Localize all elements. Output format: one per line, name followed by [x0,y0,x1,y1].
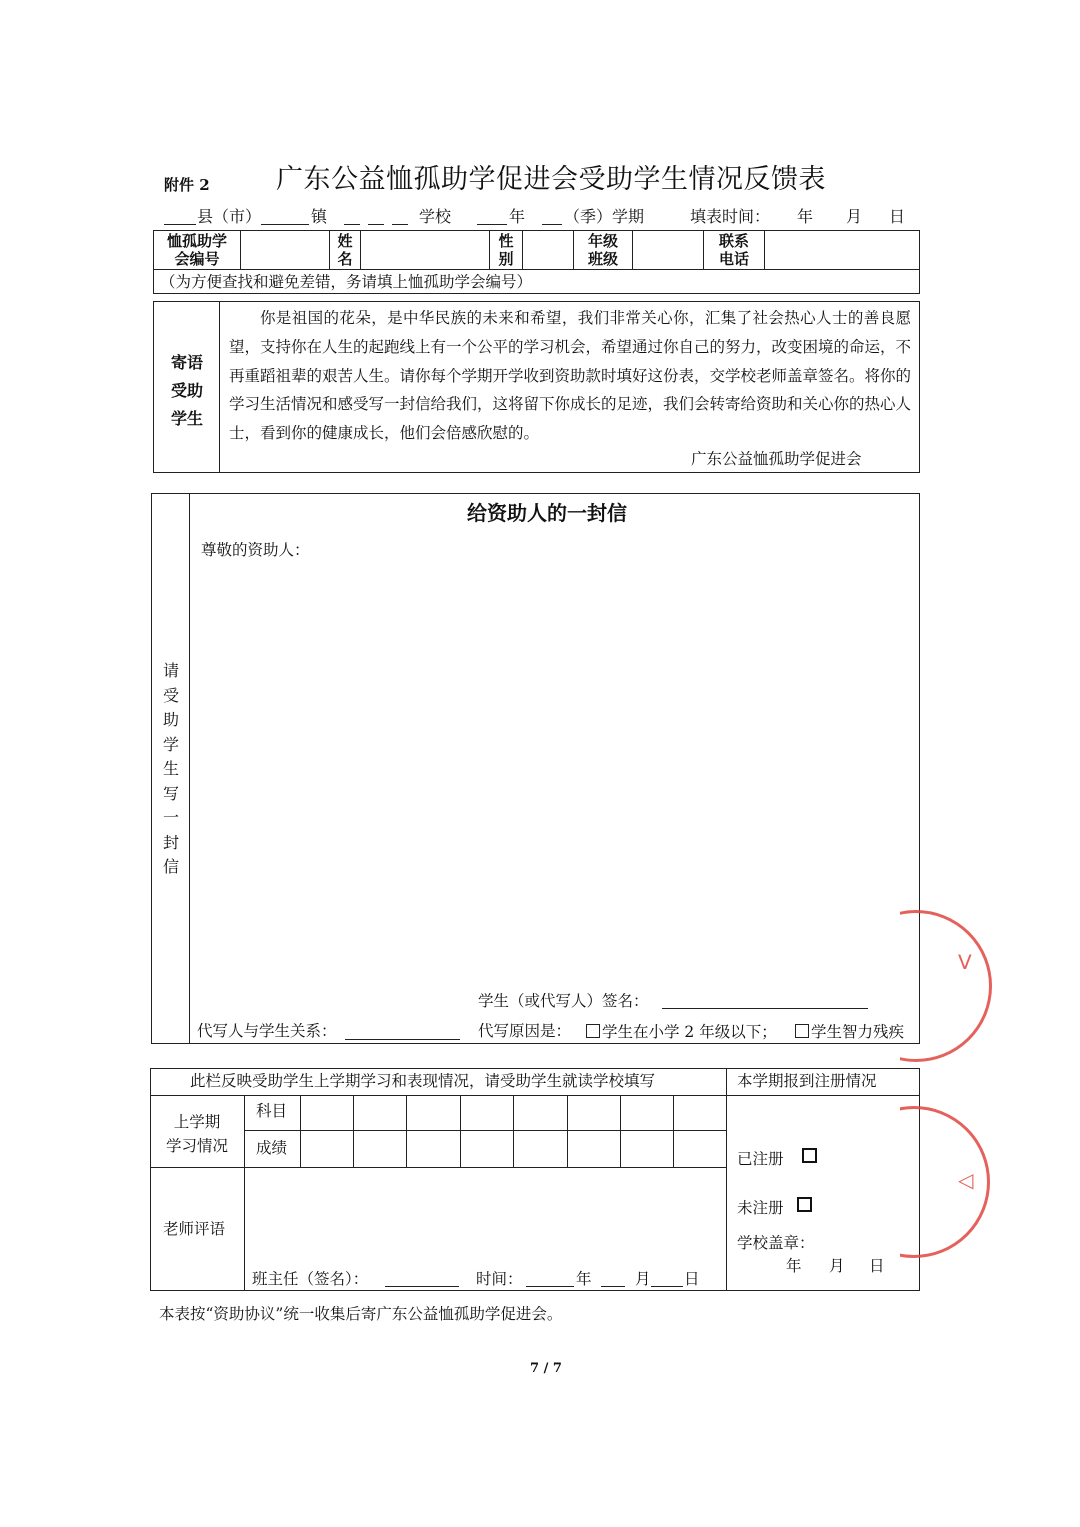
subject-label: 科目 [256,1102,288,1120]
relation-label: 代写人与学生关系： [197,1022,337,1040]
id-note: （为方便查找和避免差错，务请填上恤孤助学会编号） [160,273,533,291]
gender-label: 性 别 [498,232,514,268]
attachment-label: 附件 2 [164,176,210,194]
reg-month-label: 月 [829,1257,845,1275]
unregistered-label: 未注册 [737,1199,784,1217]
time-day-line[interactable] [651,1286,683,1287]
page-title: 广东公益恤孤助学促进会受助学生情况反馈表 [276,164,826,195]
score-label: 成绩 [256,1139,288,1157]
fill-day-label: 日 [889,207,906,226]
school-label: 学校 [419,207,452,226]
letter-side-label: 请 受 助 学 生 写 一 封 信 [162,661,179,876]
registered-label: 已注册 [737,1150,784,1168]
teacher-comment-label: 老师评语 [163,1220,226,1238]
letter-title: 给资助人的一封信 [467,501,627,525]
phone-label: 联系 电话 [718,232,749,268]
grade-label: 年级 班级 [587,232,618,268]
phone-field[interactable] [766,232,918,268]
year-blank[interactable] [477,210,507,225]
fill-time-label: 填表时间： [690,207,771,226]
head-teacher-label: 班主任（签名）： [252,1270,369,1288]
reg-day-label: 日 [869,1257,885,1275]
time-label: 时间： [476,1270,523,1288]
time-year-label: 年 [576,1270,592,1288]
reason-option-2[interactable]: 学生智力残疾 [795,1024,904,1041]
county-label: 县（市） [197,207,262,226]
letter-writing-area[interactable] [201,568,911,978]
letter-salutation: 尊敬的资助人： [201,541,310,559]
registration-header: 本学期报到注册情况 [737,1072,877,1090]
message-body: 你是祖国的花朵，是中华民族的未来和希望，我们非常关心你，汇集了社会热心人士的善良愿望，支持你在人生的起跑线上有一个公平的学习机会，希望通过你自己的努力，改变困境的命运，不再重蹈祖辈的艰苦人生。请你每个学期开学收到资助款时填好这份表，交学校老师盖章签名。将你的学习生活情况和感受写一封信给我们，这将留下你成长的足迹，我们会转寄给资助和关心你的热心人士，看到你的健康成长，他们会倍感欣慰的。 [229,309,912,443]
student-sign-line[interactable] [662,1008,868,1009]
student-sign-label: 学生（或代写人）签名： [478,992,649,1010]
footer-note: 本表按“资助协议”统一收集后寄广东公益恤孤助学促进会。 [159,1305,563,1323]
fill-month-label: 月 [846,207,863,226]
teacher-comment-area[interactable] [247,1170,725,1262]
seal-stamp-top: ᐯ [900,890,1080,1070]
reason-option-1[interactable]: 学生在小学 2 年级以下； [586,1024,777,1041]
seal-stamp-bottom: ◁ [900,1100,1080,1280]
gender-field[interactable] [524,232,572,268]
page-number: 7 / 7 [530,1361,562,1376]
county-blank[interactable] [164,210,196,225]
checkbox-icon[interactable] [586,1024,600,1038]
head-teacher-line[interactable] [385,1286,459,1287]
id-field[interactable] [242,232,328,268]
time-year-line[interactable] [526,1286,574,1287]
school-section-header: 此栏反映受助学生上学期学习和表现情况，请受助学生就读学校填写 [190,1072,656,1090]
reg-year-label: 年 [786,1257,802,1275]
study-label: 上学期 学习情况 [165,1113,228,1155]
info-line [164,209,924,229]
time-day-label: 日 [684,1270,700,1288]
message-label: 寄语 受助 学生 [170,353,203,428]
school-blank-3[interactable] [392,210,408,225]
unregistered-checkbox[interactable] [797,1197,812,1212]
grades-grid[interactable] [302,1097,725,1167]
school-blank-1[interactable] [344,210,360,225]
semester-blank[interactable] [542,210,562,225]
fill-year-label: 年 [797,207,814,226]
town-blank[interactable] [261,210,309,225]
reason-label: 代写原因是： [478,1022,572,1040]
year-label: 年 [509,207,526,226]
name-field[interactable] [362,232,488,268]
message-signature: 广东公益恤孤助学促进会 [691,450,862,468]
grade-field[interactable] [634,232,702,268]
school-seal-label: 学校盖章： [737,1234,815,1252]
time-month-label: 月 [635,1270,651,1288]
town-label: 镇 [311,207,328,226]
registered-checkbox[interactable] [802,1148,817,1163]
relation-line[interactable] [345,1039,460,1040]
time-month-line[interactable] [601,1286,625,1287]
semester-label: （季）学期 [564,207,645,226]
checkbox-icon[interactable] [795,1024,809,1038]
name-label: 姓 名 [337,232,353,268]
school-blank-2[interactable] [368,210,384,225]
id-label: 恤孤助学 会编号 [166,232,227,268]
